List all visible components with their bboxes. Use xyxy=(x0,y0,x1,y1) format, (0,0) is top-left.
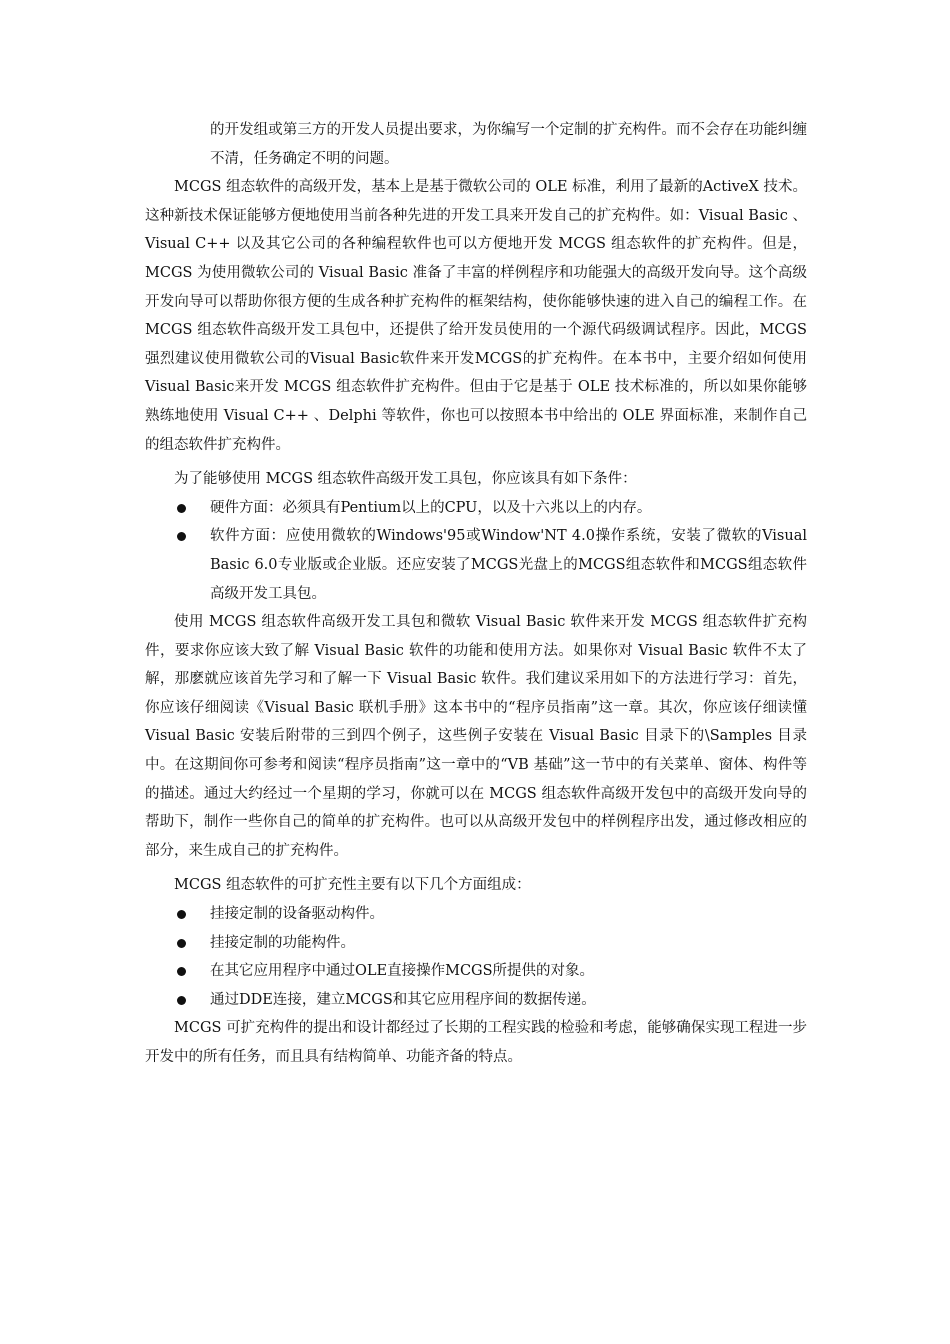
paragraph-requirements-intro: 为了能够使用 MCGS 组态软件高级开发工具包，你应该具有如下条件： xyxy=(174,471,637,488)
list-item xyxy=(145,900,807,929)
list-item xyxy=(145,986,807,1015)
document-page xyxy=(145,116,807,1072)
list-item xyxy=(145,957,807,986)
list-item-text: 挂接定制的功能构件。 xyxy=(210,934,355,951)
paragraph-advanced-development: MCGS 组态软件的高级开发，基本上是基于微软公司的 OLE 标准，利用了最新的ActiveX 技术。这种新技术保证能够方便地使用当前各种先进的开发工具来开发自己的扩充构件。如：Visual Basic 、Visual C++ 以及其它公司的各种编程软件也可以方便地开发 MCGS 组态软件的扩充构件。但是，MCGS 为使用微软公司的 Visual Basic 准备了丰富的样例程序和功能强大的高级开发向导。这个高级开发向导可以帮助你很方便的生成各种扩充构件的框架结构，使你能够快速的进入自己的编程工作。在 MCGS 组态软件高级开发工具包中，还提供了给开发员使用的一个源代码级调试程序。因此，MCGS 强烈建议使用微软公司的Visual Basic软件来开发MCGS的扩充构件。在本书中，主要介绍如何使用Visual Basic来开发 MCGS 组态软件扩充构件。但由于它是基于 OLE 技术标准的，所以如果你能够熟练地使用 Visual C++ 、Delphi 等软件，你也可以按照本书中给出的 OLE 界面标准，来制作自己的组态软件扩充构件。 xyxy=(145,179,807,453)
paragraph-conclusion: MCGS 可扩充构件的提出和设计都经过了长期的工程实践的检验和考虑，能够确保实现工程进一步开发中的所有任务，而且具有结构简单、功能齐备的特点。 xyxy=(145,1020,807,1065)
bullet-icon xyxy=(177,939,186,948)
list-item-text: 软件方面：应使用微软的Windows'95或Window'NT 4.0操作系统，安装了微软的Visual Basic 6.0专业版或企业版。还应安装了MCGS光盘上的MCGS组态软件和MCGS组态软件高级开发工具包。 xyxy=(210,528,807,602)
list-item xyxy=(145,929,807,958)
list-item-text: 挂接定制的设备驱动构件。 xyxy=(210,906,384,923)
bullet-icon xyxy=(177,504,186,513)
bullet-icon xyxy=(177,532,186,541)
bullet-icon xyxy=(177,910,186,919)
bullet-icon xyxy=(177,967,186,976)
extensibility-list xyxy=(145,900,807,1014)
paragraph-learning-method: 使用 MCGS 组态软件高级开发工具包和微软 Visual Basic 软件来开发 MCGS 组态软件扩充构件，要求你应该大致了解 Visual Basic 软件的功能和使用方法。如果你对 Visual Basic 软件不太了解，那麽就应该首先学习和了解一下 Visual Basic 软件。我们建议采用如下的方法进行学习：首先，你应该仔细阅读《Visual Basic 联机手册》这本书中的“程序员指南”这一章。其次，你应该仔细读懂 Visual Basic 安装后附带的三到四个例子，这些例子安装在 Visual Basic 目录下的\Samples 目录中。在这期间你可参考和阅读“程序员指南”这一章中的“VB 基础”这一节中的有关菜单、窗体、构件等的描述。通过大约经过一个星期的学习，你就可以在 MCGS 组态软件高级开发包中的高级开发向导的帮助下，制作一些你自己的简单的扩充构件。也可以从高级开发包中的样例程序出发，通过修改相应的部分，来生成自己的扩充构件。 xyxy=(145,614,807,859)
requirements-list xyxy=(145,494,807,608)
list-item-text: 硬件方面：必须具有Pentium以上的CPU，以及十六兆以上的内存。 xyxy=(210,499,652,516)
bullet-icon xyxy=(177,996,186,1005)
list-item xyxy=(145,522,807,608)
paragraph-extensibility-intro: MCGS 组态软件的可扩充性主要有以下几个方面组成： xyxy=(174,877,531,894)
continuation-text: 的开发组或第三方的开发人员提出要求，为你编写一个定制的扩充构件。而不会存在功能纠缠不清，任务确定不明的问题。 xyxy=(210,122,807,167)
list-item xyxy=(145,494,807,523)
list-item-text: 通过DDE连接，建立MCGS和其它应用程序间的数据传递。 xyxy=(210,991,596,1008)
list-item-text: 在其它应用程序中通过OLE直接操作MCGS所提供的对象。 xyxy=(210,963,595,980)
